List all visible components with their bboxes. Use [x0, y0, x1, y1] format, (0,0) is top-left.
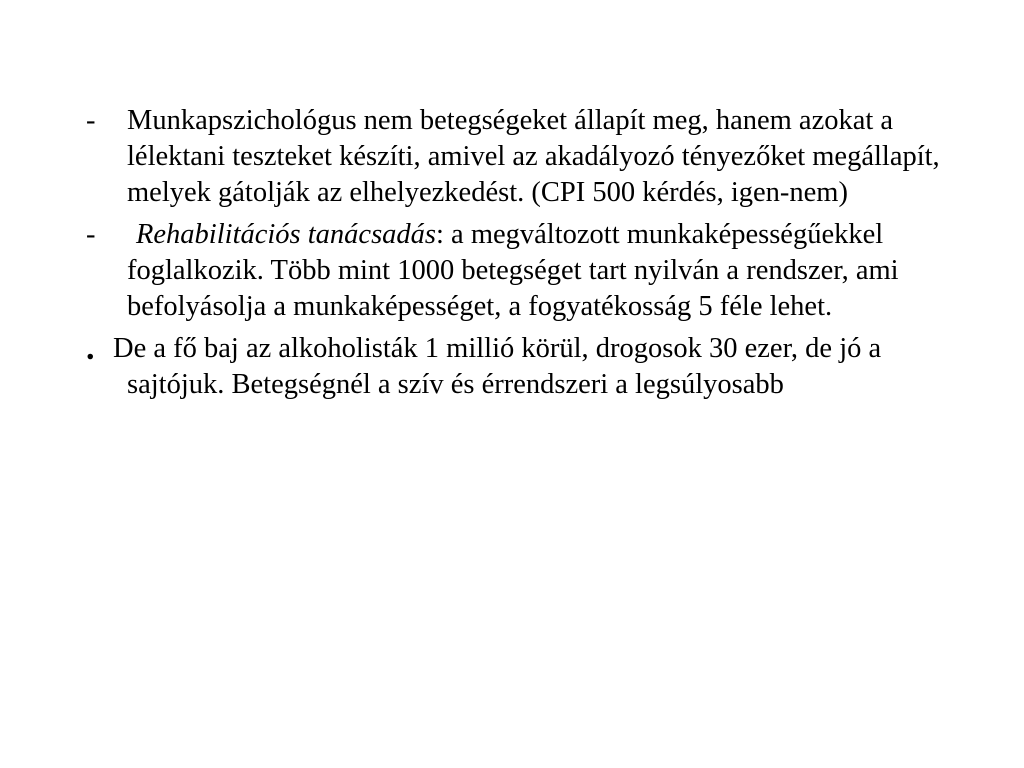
dash-marker: - [86, 105, 96, 136]
list-item [86, 331, 946, 403]
list-item [86, 217, 946, 325]
item-emphasis: Rehabilitációs tanácsadás [136, 219, 437, 250]
list-item [86, 103, 946, 211]
item-text: : a megváltozott munkaképességűekkel foglalkozik. Több mint 1000 betegséget tart nyilván a rendszer, ami befolyásolja a munkaképességet, a fogyatékosság 5 féle lehet. [127, 219, 899, 322]
dot-marker: . [86, 330, 95, 367]
bullet-list [86, 103, 946, 409]
item-text: Munkapszichológus nem betegségeket állapít meg, hanem azokat a lélektani teszteket készíti, amivel az akadályozó tényezőket megállapít, melyek gátolják az elhelyezkedést. (CPI 500 kérdés, igen-nem) [127, 105, 940, 208]
dash-marker: - [86, 219, 96, 250]
item-text: De a fő baj az alkoholisták 1 millió körül, drogosok 30 ezer, de jó a sajtójuk. Betegségnél a szív és érrendszeri a legsúlyosabb [113, 333, 882, 400]
